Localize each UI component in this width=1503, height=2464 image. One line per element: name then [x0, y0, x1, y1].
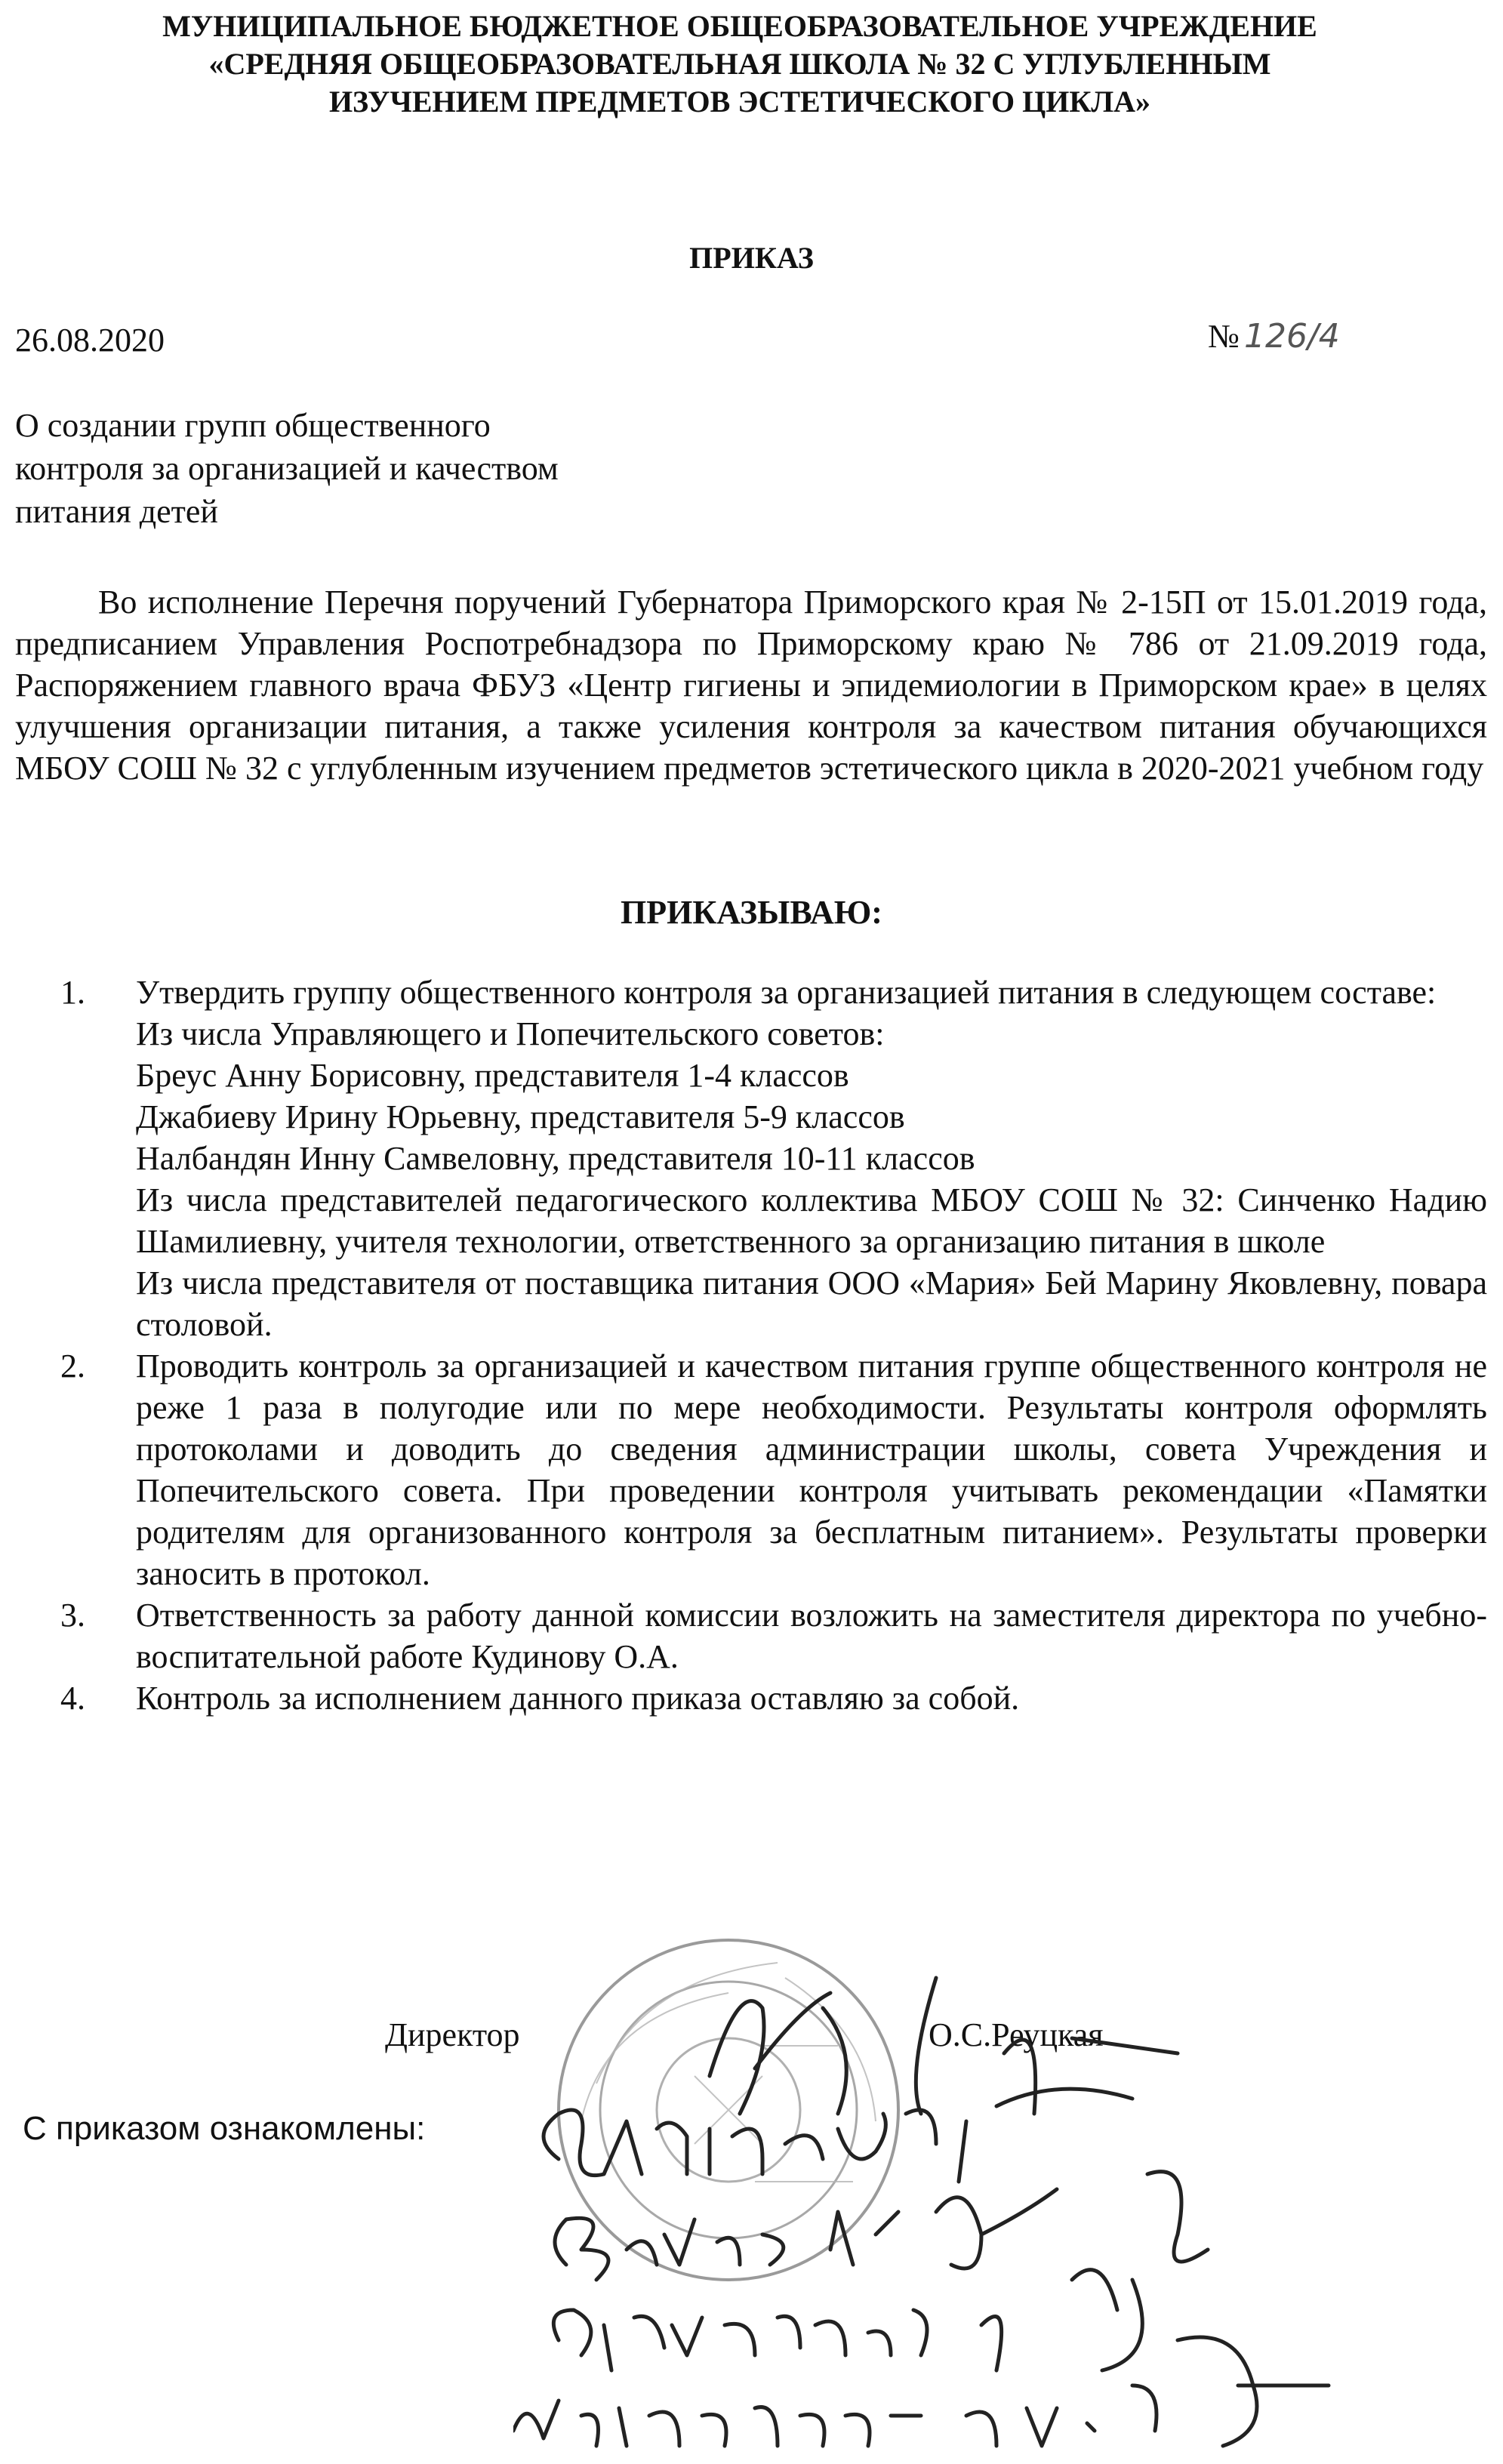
order-item-2 [60, 1345, 1487, 1594]
item-number: 1. [60, 974, 85, 1011]
preamble-paragraph: Во исполнение Перечня поручений Губернатора Приморского края № 2-15П от 15.01.2019 года, предписанием Управления Роспотребнадзора по Приморскому краю № 786 от 21.09.2019 года, Распоряжением главного врача ФБУЗ «Центр гигиены и эпидемиологии в Приморском крае» в целях улучшения организации питания, а также усиления контроля за качеством питания обучающихся МБОУ СОШ № 32 с углубленным изучением предметов эстетического цикла в 2020-2021 учебном году [15, 584, 1487, 787]
subject-line-1: О создании групп общественного [15, 407, 491, 444]
document-date: 26.08.2020 [15, 322, 165, 359]
header-line-3: ИЗУЧЕНИЕМ ПРЕДМЕТОВ ЭСТЕТИЧЕСКОГО ЦИКЛА» [328, 85, 1151, 119]
director-signature [710, 1978, 936, 2114]
item-number: 3. [60, 1597, 85, 1634]
subject-line-2: контроля за организацией и качеством [15, 450, 559, 487]
signature-1 [544, 2089, 1132, 2182]
item-line: Джабиеву Ирину Юрьевну, представителя 5-9 классов [136, 1098, 905, 1135]
document-subject [15, 404, 559, 533]
item-line: Утвердить группу общественного контроля за организацией питания в следующем составе: [136, 974, 1437, 1011]
director-name: О.С.Реуцкая [929, 2016, 1104, 2053]
order-item-1 [60, 972, 1487, 1345]
item-number: 2. [60, 1348, 85, 1384]
item-line: Налбандян Инну Самвеловну, представителя 10-11 классов [136, 1140, 975, 1177]
item-number: 4. [60, 1680, 85, 1717]
organization-header [30, 8, 1449, 121]
header-line-2: «СРЕДНЯЯ ОБЩЕОБРАЗОВАТЕЛЬНАЯ ШКОЛА № 32 С УГЛУБЛЕННЫМ [208, 47, 1271, 81]
item-line: Проводить контроль за организацией и качеством питания группе общественного контроля не реже 1 раза в полугодие или по мере необходимости. Результаты контроля оформлять протоколами и доводить до сведения администрации школы, совета Учреждения и Попечительского совета. При проведении контроля учитывать рекомендации «Памятки родителям для организованного контроля за бесплатным питанием». Результаты проверки заносить в протокол. [136, 1348, 1487, 1592]
acquainted-label: С приказом ознакомлены: [23, 2110, 426, 2147]
document-title: ПРИКАЗ [689, 241, 814, 275]
item-line: Из числа представителей педагогического коллектива МБОУ СОШ № 32: Синченко Надию Шамилиевну, учителя технологии, ответственного за организацию питания в школе [136, 1181, 1487, 1260]
header-line-1: МУНИЦИПАЛЬНОЕ БЮДЖЕТНОЕ ОБЩЕОБРАЗОВАТЕЛЬНОЕ УЧРЕЖДЕНИЕ [162, 9, 1317, 43]
order-heading: ПРИКАЗЫВАЮ: [621, 894, 882, 931]
signature-3 [553, 2270, 1142, 2370]
item-line: Из числа Управляющего и Попечительского советов: [136, 1015, 885, 1052]
director-label: Директор [385, 2016, 520, 2053]
signature-2 [555, 2189, 1057, 2280]
subject-line-3: питания детей [15, 493, 218, 530]
number-label: № [1208, 318, 1240, 355]
order-items-list [60, 972, 1487, 1719]
order-item-3 [60, 1594, 1487, 1677]
item-line: Ответственность за работу данной комиссии возложить на заместителя директора по учебно-воспитательной работе Кудинову О.А. [136, 1597, 1487, 1675]
handwritten-number: 126/4 [1243, 317, 1340, 356]
order-item-4 [60, 1677, 1487, 1719]
handwritten-signatures [513, 1963, 1419, 2461]
item-line: Из числа представителя от поставщика питания ООО «Мария» Бей Марину Яковлевну, повара столовой. [136, 1264, 1487, 1343]
item-line: Контроль за исполнением данного приказа оставляю за собой. [136, 1680, 1020, 1717]
document-number [1208, 317, 1340, 356]
item-line: Бреус Анну Борисовну, представителя 1-4 классов [136, 1057, 849, 1094]
